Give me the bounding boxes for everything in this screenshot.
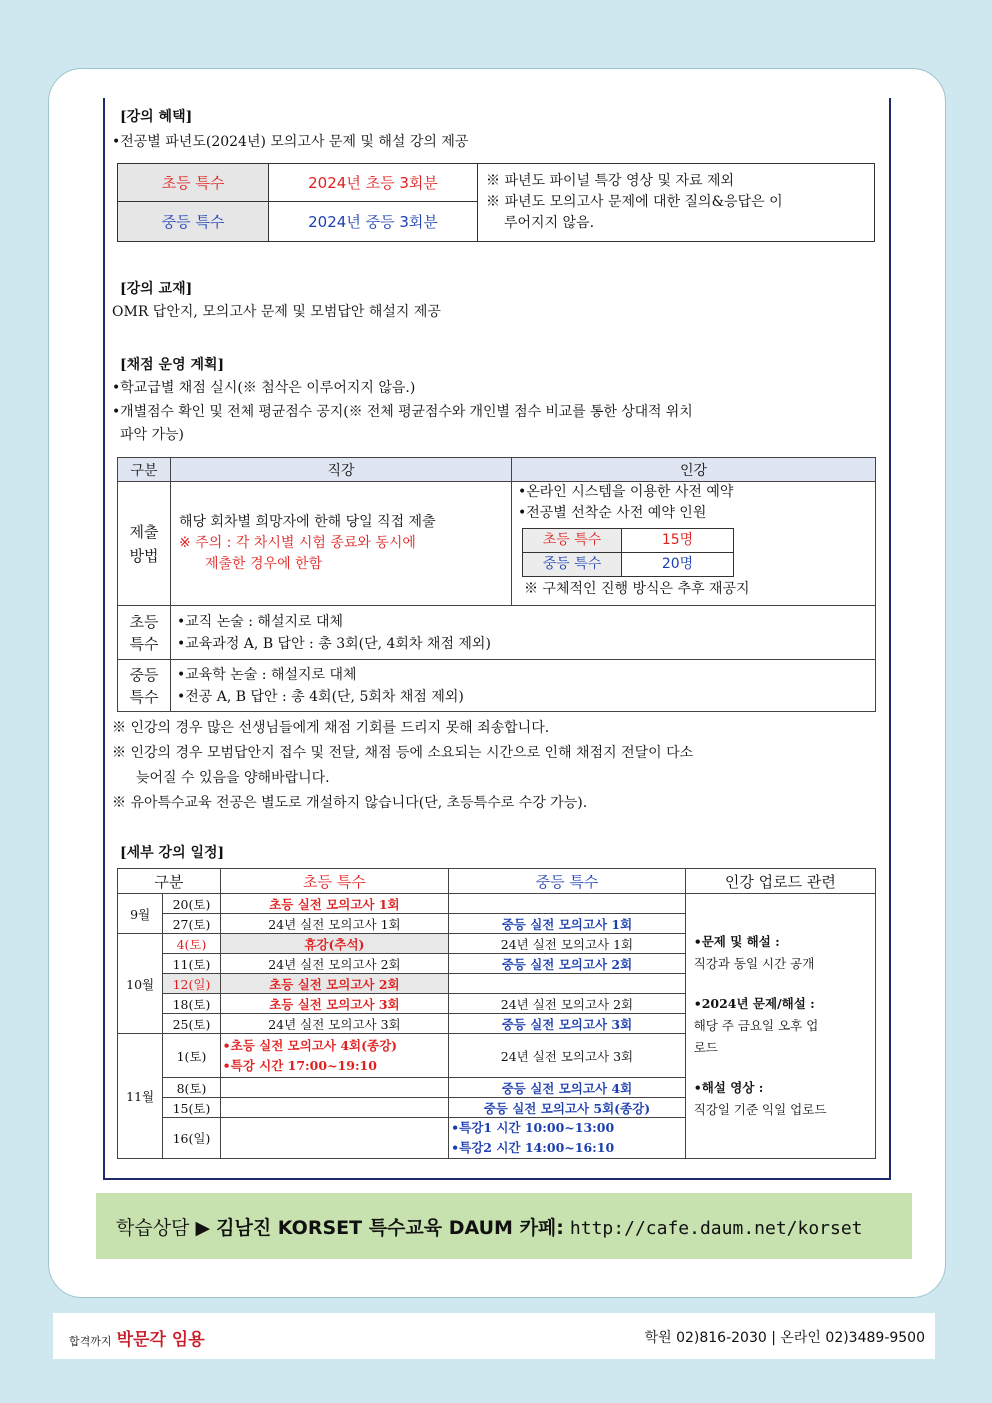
upload-t3: •해설 영상 : xyxy=(693,1080,764,1095)
elem-cell: 초등 실전 모의고사 1회 xyxy=(220,894,449,914)
elem-cell: •초등 실전 모의고사 4회(종강) xyxy=(222,1037,398,1053)
elem-cell: 24년 실전 모의고사 3회 xyxy=(220,1014,449,1034)
upload-t2: •2024년 문제/해설 : xyxy=(693,996,815,1011)
elem-cell xyxy=(220,1078,449,1098)
grading-table xyxy=(117,457,876,712)
consult-banner xyxy=(96,1193,912,1259)
grading-h-direct: 직강 xyxy=(171,458,512,482)
mid-cell: 24년 실전 모의고사 3회 xyxy=(449,1034,686,1078)
submit-label-2: 방법 xyxy=(129,546,159,565)
elem-cell: 24년 실전 모의고사 1회 xyxy=(220,914,449,934)
date-cell: 11(토) xyxy=(163,954,220,974)
benefit-label-elem: 초등 특수 xyxy=(118,164,269,202)
grading-note-3: 늦어질 수 있음을 양해바랍니다. xyxy=(136,770,330,786)
elem-label-2: 특수 xyxy=(129,634,159,653)
schedule-h-type: 구분 xyxy=(118,869,221,894)
benefit-note-1: ※ 파년도 파이널 특강 영상 및 자료 제외 xyxy=(486,173,735,189)
direct-2: ※ 주의 : 각 차시별 시험 종료와 동시에 xyxy=(179,535,416,551)
quota-label-elem: 초등 특수 xyxy=(523,529,622,553)
mid-1: •교육학 논술 : 해설지로 대체 xyxy=(177,666,357,683)
submit-label-1: 제출 xyxy=(129,522,159,541)
upload-t1: •문제 및 해설 : xyxy=(693,934,780,949)
benefit-value-mid: 2024년 중등 3회분 xyxy=(269,202,478,242)
date-cell: 12(일) xyxy=(163,974,220,994)
benefit-value-elem: 2024년 초등 3회분 xyxy=(269,164,478,202)
mid-2: •전공 A, B 답안 : 총 4회(단, 5회차 채점 제외) xyxy=(177,688,464,705)
schedule-table xyxy=(117,868,876,1159)
banner-name: 김남진 KORSET 특수교육 DAUM 카페: xyxy=(216,1217,564,1239)
direct-1: 해당 회차별 희망자에 한해 당일 직접 제출 xyxy=(179,514,436,530)
date-cell: 16(일) xyxy=(163,1118,220,1159)
date-cell: 18(토) xyxy=(163,994,220,1014)
mid-label-1: 중등 xyxy=(129,665,159,684)
mid-cell xyxy=(449,894,686,914)
footer-brand-small: 합격까지 xyxy=(69,1335,112,1348)
footer xyxy=(53,1313,935,1359)
quota-label-mid: 중등 특수 xyxy=(523,553,622,577)
date-cell: 20(토) xyxy=(163,894,220,914)
online-3: ※ 구체적인 진행 방식은 추후 재공지 xyxy=(524,581,750,597)
upload-d1: 직강과 동일 시간 공개 xyxy=(693,956,815,971)
online-2: •전공별 선착순 사전 예약 인원 xyxy=(518,505,707,521)
upload-d2a: 해당 주 금요일 오후 업 xyxy=(693,1018,819,1033)
elem-2: •교육과정 A, B 답안 : 총 3회(단, 4회차 채점 제외) xyxy=(177,635,491,652)
elem-1: •교직 논술 : 해설지로 대체 xyxy=(177,613,344,630)
elem-cell xyxy=(220,1098,449,1118)
mid-cell-2: •특강2 시간 14:00~16:10 xyxy=(451,1140,615,1155)
date-cell: 15(토) xyxy=(163,1098,220,1118)
grading-line2b: 파악 가능) xyxy=(120,427,185,443)
benefits-title: [강의 혜택] xyxy=(120,109,193,125)
benefit-note-2b: 루어지지 않음. xyxy=(504,215,595,231)
grading-note-4: ※ 유아특수교육 전공은 별도로 개설하지 않습니다(단, 초등특수로 수강 가능). xyxy=(112,795,588,811)
schedule-title: [세부 강의 일정] xyxy=(120,845,225,861)
benefit-note-2a: ※ 파년도 모의고사 문제에 대한 질의&응답은 이 xyxy=(486,194,783,210)
schedule-h-elem: 초등 특수 xyxy=(220,869,449,894)
quota-table xyxy=(522,528,734,577)
month-nov: 11월 xyxy=(118,1034,163,1159)
mid-cell: 중등 실전 모의고사 5회(종강) xyxy=(449,1098,686,1118)
mid-label-2: 특수 xyxy=(129,687,159,706)
online-1: •온라인 시스템을 이용한 사전 예약 xyxy=(518,484,734,500)
month-sep: 9월 xyxy=(118,894,163,934)
schedule-h-upload: 인강 업로드 관련 xyxy=(685,869,875,894)
elem-cell xyxy=(220,1118,449,1159)
quota-count-elem: 15명 xyxy=(622,529,734,553)
banner-prefix: 학습상담 ▶ xyxy=(116,1217,211,1239)
mid-cell: 24년 실전 모의고사 2회 xyxy=(449,994,686,1014)
mid-cell: 중등 실전 모의고사 2회 xyxy=(449,954,686,974)
grading-line2a: •개별점수 확인 및 전체 평균점수 공지(※ 전체 평균점수와 개인별 점수 비교를 통한 상대적 위치 xyxy=(112,404,693,420)
month-oct: 10월 xyxy=(118,934,163,1034)
banner-url-link[interactable]: http://cafe.daum.net/korset xyxy=(569,1218,863,1239)
grading-h-type: 구분 xyxy=(118,458,171,482)
quota-count-mid: 20명 xyxy=(622,553,734,577)
grading-note-1: ※ 인강의 경우 많은 선생님들에게 채점 기회를 드리지 못해 죄송합니다. xyxy=(112,720,550,736)
date-cell: 8(토) xyxy=(163,1078,220,1098)
mid-cell: •특강1 시간 10:00~13:00 xyxy=(451,1120,615,1135)
mid-cell: 중등 실전 모의고사 1회 xyxy=(449,914,686,934)
benefits-table xyxy=(117,163,875,242)
elem-cell: 24년 실전 모의고사 2회 xyxy=(220,954,449,974)
date-cell: 4(토) xyxy=(163,934,220,954)
date-cell: 1(토) xyxy=(163,1034,220,1078)
elem-cell: 초등 실전 모의고사 3회 xyxy=(220,994,449,1014)
mid-cell xyxy=(449,974,686,994)
schedule-h-mid: 중등 특수 xyxy=(449,869,686,894)
date-cell: 27(토) xyxy=(163,914,220,934)
materials-line: OMR 답안지, 모의고사 문제 및 모범답안 해설지 제공 xyxy=(112,304,441,320)
upload-info xyxy=(685,894,875,1159)
mid-cell: 중등 실전 모의고사 3회 xyxy=(449,1014,686,1034)
grading-h-online: 인강 xyxy=(512,458,876,482)
benefit-label-mid: 중등 특수 xyxy=(118,202,269,242)
grading-title: [채점 운영 계획] xyxy=(120,357,225,373)
materials-title: [강의 교재] xyxy=(120,281,193,297)
grading-line1: •학교급별 채점 실시(※ 첨삭은 이루어지지 않음.) xyxy=(112,380,416,396)
mid-cell: 24년 실전 모의고사 1회 xyxy=(449,934,686,954)
upload-d2b: 로드 xyxy=(693,1040,718,1055)
date-cell: 25(토) xyxy=(163,1014,220,1034)
grading-note-2: ※ 인강의 경우 모범답안지 접수 및 전달, 채점 등에 소요되는 시간으로 인해 채점지 전달이 다소 xyxy=(112,745,694,761)
benefits-line: •전공별 파년도(2024년) 모의고사 문제 및 해설 강의 제공 xyxy=(112,134,469,150)
direct-3: 제출한 경우에 한함 xyxy=(205,556,323,572)
elem-cell: 초등 실전 모의고사 2회 xyxy=(220,974,449,994)
footer-brand-logo: 박문각 임용 xyxy=(116,1330,205,1350)
elem-label-1: 초등 xyxy=(129,612,159,631)
footer-contact: 학원 02)816-2030 | 온라인 02)3489-9500 xyxy=(644,1330,925,1346)
mid-cell: 중등 실전 모의고사 4회 xyxy=(449,1078,686,1098)
elem-cell: 휴강(추석) xyxy=(220,934,449,954)
upload-d3: 직강일 기준 익일 업로드 xyxy=(693,1102,827,1117)
elem-cell-2: •특강 시간 17:00~19:10 xyxy=(222,1057,377,1073)
